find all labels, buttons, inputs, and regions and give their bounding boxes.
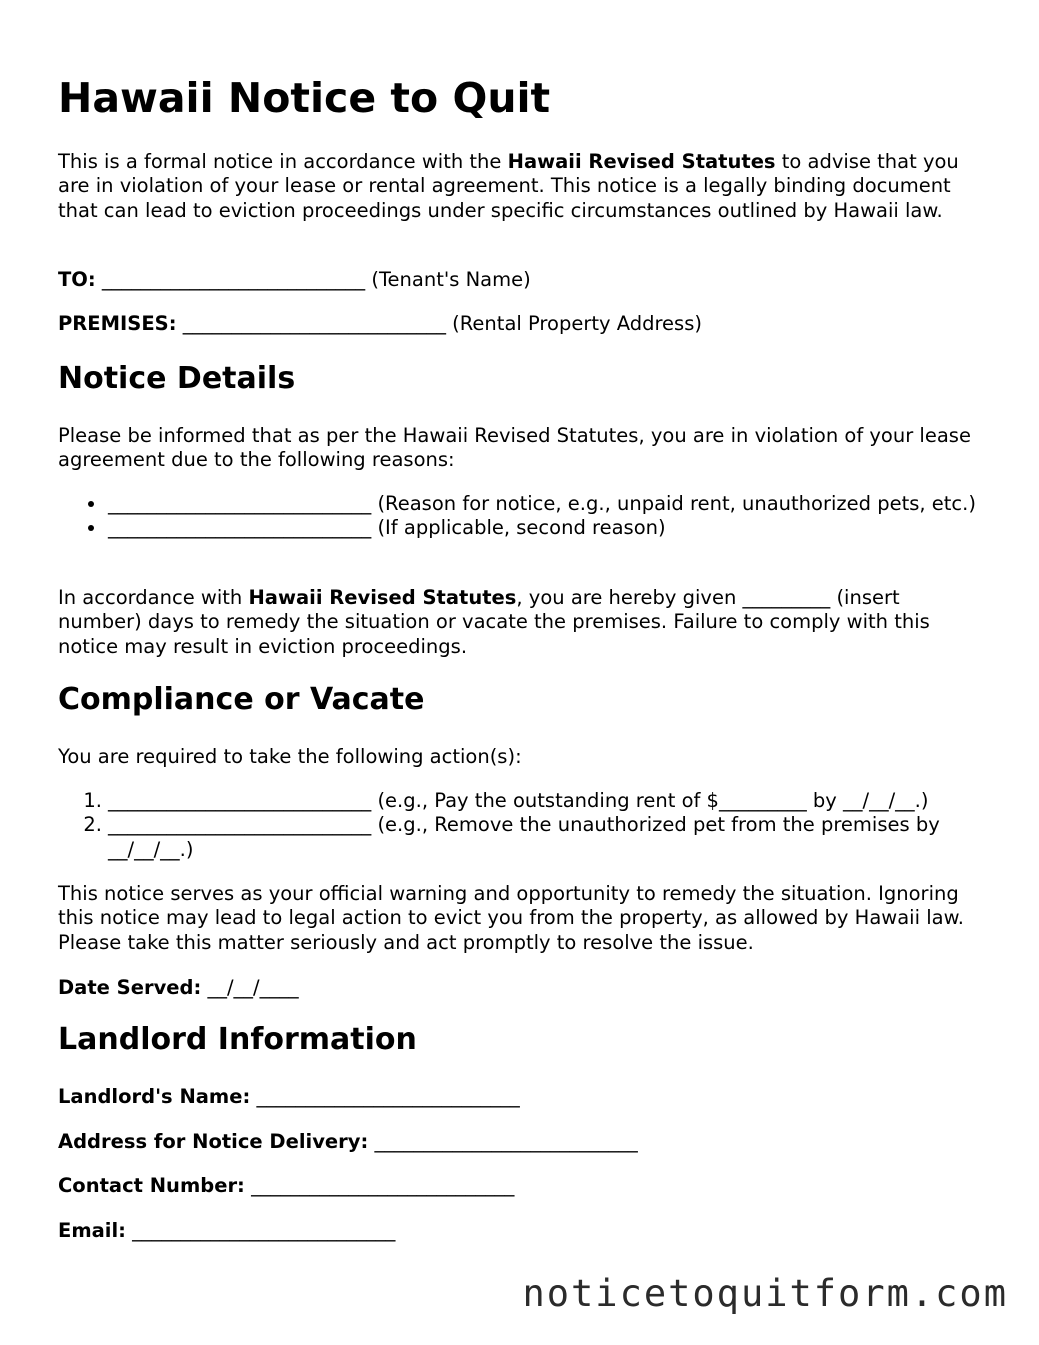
watermark-url: noticetoquitform.com bbox=[522, 1272, 1008, 1315]
notice-address-label: Address for Notice Delivery: bbox=[58, 1130, 369, 1153]
reasons-list bbox=[58, 492, 988, 541]
bullet-icon bbox=[88, 501, 94, 507]
intro-text-after: to advise that you are in violation of your lease or rental agreement. This notice is a legally binding document that can lead to eviction proceedings under specific circumstances outlined by Hawaii law. bbox=[58, 150, 959, 222]
intro-paragraph bbox=[58, 150, 988, 223]
landlord-name-blank: ___________________________ bbox=[256, 1085, 520, 1108]
list-item bbox=[58, 516, 988, 540]
list-item bbox=[58, 492, 988, 516]
tenant-name-hint: (Tenant's Name) bbox=[371, 268, 531, 291]
landlord-name-label: Landlord's Name: bbox=[58, 1085, 251, 1108]
tenant-name-blank: ___________________________ bbox=[101, 268, 366, 291]
intro-text-before: This is a formal notice in accordance with the bbox=[58, 150, 508, 173]
email-label: Email: bbox=[58, 1219, 126, 1242]
list-item bbox=[58, 813, 988, 862]
list-number: 1. bbox=[83, 789, 102, 812]
premises-hint: (Rental Property Address) bbox=[452, 312, 702, 335]
notice-address-line bbox=[58, 1130, 638, 1154]
list-number: 2. bbox=[83, 813, 102, 837]
accordance-text-before: In accordance with bbox=[58, 586, 249, 609]
compliance-intro: You are required to take the following action(s): bbox=[58, 745, 522, 768]
email-line bbox=[58, 1219, 395, 1243]
actions-list bbox=[58, 789, 988, 862]
premises-blank: ___________________________ bbox=[182, 312, 446, 335]
contact-number-label: Contact Number: bbox=[58, 1174, 245, 1197]
notice-details-paragraph: Please be informed that as per the Hawaii Revised Statutes, you are in violation of your lease agreement due to the following reasons: bbox=[58, 424, 971, 472]
email-blank: ___________________________ bbox=[132, 1219, 396, 1242]
to-label: TO: bbox=[58, 268, 96, 291]
notice-details-heading: Notice Details bbox=[58, 361, 296, 396]
reason-text: ___________________________ (Reason for notice, e.g., unpaid rent, unauthorized pets, etc.) bbox=[108, 492, 976, 515]
accordance-text-after: , you are hereby given _________ (insert number) days to remedy the situation or vacate the premises. Failure to comply with this notice may result in eviction proceedings. bbox=[58, 586, 930, 658]
date-served-line bbox=[58, 976, 299, 1000]
landlord-heading: Landlord Information bbox=[58, 1022, 417, 1057]
premises-line bbox=[58, 312, 702, 336]
date-served-blank: __/__/____ bbox=[207, 976, 299, 999]
premises-label: PREMISES: bbox=[58, 312, 177, 335]
to-line bbox=[58, 268, 531, 292]
accordance-statute-name: Hawaii Revised Statutes bbox=[248, 586, 517, 609]
warning-paragraph: This notice serves as your official warning and opportunity to remedy the situation. Ignoring this notice may lead to legal action to evict you from the property, as allowed by Hawaii law. Please take this matter seriously and act promptly to resolve the issue. bbox=[58, 882, 964, 954]
accordance-paragraph bbox=[58, 586, 988, 659]
date-served-label: Date Served: bbox=[58, 976, 202, 999]
contact-number-line bbox=[58, 1174, 514, 1198]
landlord-name-line bbox=[58, 1085, 520, 1109]
action-text: ___________________________ (e.g., Pay the outstanding rent of $_________ by __/__/__.) bbox=[108, 789, 929, 812]
compliance-heading: Compliance or Vacate bbox=[58, 682, 425, 717]
page-title: Hawaii Notice to Quit bbox=[58, 74, 551, 122]
list-item bbox=[58, 789, 988, 813]
intro-statute-name: Hawaii Revised Statutes bbox=[507, 150, 776, 173]
bullet-icon bbox=[88, 525, 94, 531]
notice-address-blank: ___________________________ bbox=[374, 1130, 638, 1153]
contact-number-blank: ___________________________ bbox=[251, 1174, 515, 1197]
reason-text: ___________________________ (If applicable, second reason) bbox=[108, 516, 666, 540]
action-text: ___________________________ (e.g., Remove the unauthorized pet from the premises by __/__/__.) bbox=[108, 813, 940, 861]
